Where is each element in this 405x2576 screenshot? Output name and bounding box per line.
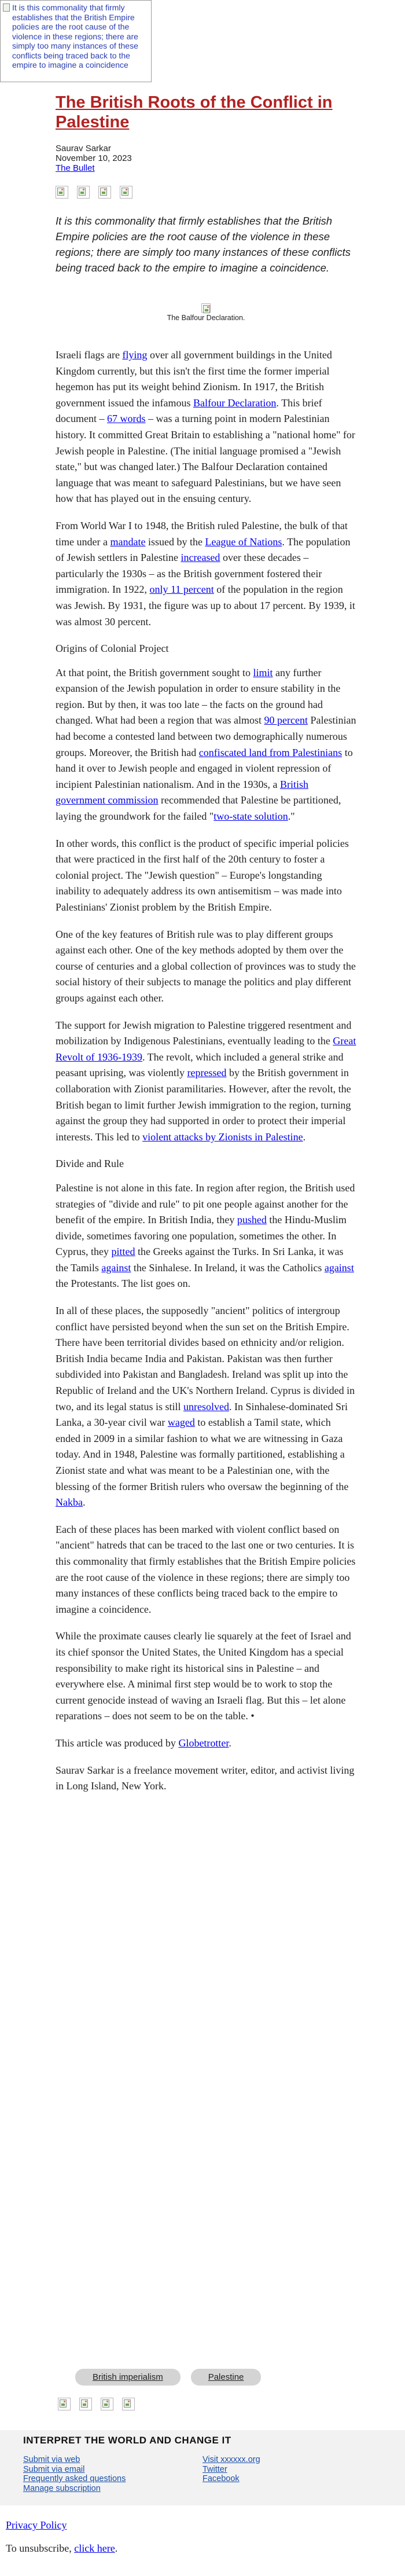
broken-image-icon (203, 305, 210, 313)
paragraph-3 (56, 665, 356, 825)
tag-list (75, 2369, 261, 2386)
subheading-divide-and-rule: Divide and Rule (56, 1158, 124, 1170)
legal-links (6, 2518, 399, 2555)
link-balfour-declaration[interactable]: Balfour Declaration (193, 397, 277, 409)
link-great-revolt[interactable]: Great Revolt of 1936-1939 (56, 1035, 356, 1063)
text-run: of the population in the region was Jewish. By 1931, the figure was up to about 17 percent. By 1939, it was almost 30 percent. (56, 584, 355, 628)
link-against-catholics[interactable]: against (324, 1261, 354, 1274)
share-email-icon[interactable] (98, 186, 111, 199)
share-email-icon[interactable] (101, 2398, 113, 2410)
publish-date: November 10, 2023 (56, 153, 132, 163)
link-limit[interactable]: limit (253, 666, 273, 678)
text-run: This article was produced by (56, 1737, 179, 1749)
broken-image-icon (57, 188, 64, 196)
visit-site-link[interactable]: Visit xxxxxx.org (203, 2455, 260, 2464)
text-run: Palestine is not alone in this fate. In region after region, the British used strategies of "divide and rule" to pit one people against another for the benefit of the empire. In British India, they (56, 1181, 355, 1226)
subheading-origins: Origins of Colonial Project (56, 643, 169, 655)
link-pitted[interactable]: pitted (111, 1246, 135, 1258)
paragraph-6 (56, 1018, 356, 1146)
author-bio: Saurav Sarkar is a freelance movement writer, editor, and activist living in Long Island, New York. (56, 1764, 355, 1792)
figure-caption: The Balfour Declaration. (167, 314, 245, 322)
text-run: Palestinian had become a contested land between two demographically numerous groups. Moreover, the British had (56, 714, 356, 758)
article-meta (56, 144, 356, 173)
link-flying[interactable]: flying (122, 349, 148, 361)
paragraph-1 (56, 347, 356, 507)
text-run: . (303, 1131, 306, 1143)
link-violent-attacks[interactable]: violent attacks by Zionists in Palestine (142, 1131, 303, 1143)
text-run: – was a turning point in modern Palestinian history. It committed Great Britain to establishing a "national home" for Jewish people in Palestine. (The initial language promised a "Jewish state," but was changed later.) The Balfour Declaration contained language that was meant to safeguard Palestinians, but we have seen how that has played out in the ensuing century. (56, 413, 355, 505)
text-run: the Protestants. The list goes on. (56, 1278, 191, 1290)
link-90-percent[interactable]: 90 percent (264, 714, 308, 726)
article-lede: It is this commonality that firmly establishes that the British Empire policies are the root cause of the violence in these regions; there are simply too many instances of these conflicts being traced back to the empire to imagine a coincidence. (56, 215, 351, 274)
text-run: to hand it over to Jewish people and engaged in violent repression of incipient Palestinian nationalism. And in the 1930s, a (56, 746, 353, 790)
manage-subscription-link[interactable]: Manage subscription (23, 2483, 101, 2493)
share-twitter-icon[interactable] (79, 2398, 92, 2410)
broken-image-icon (102, 2399, 109, 2408)
paragraph-2 (56, 518, 356, 630)
link-only-11-percent[interactable]: only 11 percent (149, 584, 214, 596)
share-icons-top (56, 186, 356, 199)
paragraph-11 (56, 1735, 356, 1752)
text-run: The support for Jewish migration to Palestine triggered resentment and mobilization by Indigenous Palestinians, eventually leading to the (56, 1019, 352, 1047)
share-twitter-icon[interactable] (77, 186, 90, 199)
twitter-link[interactable]: Twitter (203, 2464, 227, 2474)
text-run: the Hindu-Muslim divide, sometimes favoring one population, sometimes the other. In Cyprus, they (56, 1214, 347, 1258)
broken-image-icon (122, 188, 128, 196)
unsubscribe-line (6, 2541, 399, 2555)
figure-image (201, 303, 211, 313)
publication-link[interactable]: The Bullet (56, 163, 95, 173)
facebook-link[interactable]: Facebook (203, 2474, 240, 2483)
text-run: Israeli flags are (56, 349, 123, 361)
link-increased[interactable]: increased (181, 552, 220, 564)
text-run: . (82, 1496, 86, 1509)
text-run: From World War I to 1948, the British ruled Palestine, the bulk of that time under a (56, 519, 348, 548)
broken-image-icon (79, 188, 86, 196)
link-waged[interactable]: waged (167, 1417, 195, 1429)
link-mandate[interactable]: mandate (110, 535, 146, 548)
text-run: . In Sinhalese-dominated Sri Lanka, a 30-year civil war (56, 1400, 348, 1429)
tag-british-imperialism[interactable]: British imperialism (75, 2369, 181, 2386)
text-run: . The revolt, which included a general strike and peasant uprising, was violently (56, 1051, 344, 1079)
link-two-state-solution[interactable]: two-state solution (213, 810, 288, 823)
paragraph-7 (56, 1180, 356, 1292)
author-name: Saurav Sarkar (56, 144, 111, 153)
paragraph-4: In other words, this conflict is the product of specific imperial policies that were practiced in the first half of the 20th century to foster a colonial project. The "Jewish question" – Europe's longstanding inability to adequately address its own antisemitism – was made into Palestinians' Zionist problem by the British Empire. (56, 837, 349, 913)
share-print-icon[interactable] (122, 2398, 135, 2410)
text-run: the Sinhalese. In Ireland, it was the Catholics (131, 1261, 325, 1274)
tag-palestine[interactable]: Palestine (191, 2369, 262, 2386)
share-print-icon[interactable] (120, 186, 132, 199)
paragraph-8 (56, 1303, 356, 1511)
link-repressed[interactable]: repressed (187, 1067, 227, 1079)
text-run: In all of these places, the supposedly "ancient" politics of intergroup conflict have persisted beyond when the sun set on the British Empire. There have been territorial divides based on ethnicity and/or religion. British India became India and Pakistan. Pakistan was then further subdivided into Pakistan and Bangladesh. Ireland was split up into the Republic of Ireland and the UK's Northern Ireland. Cyprus is divided in two, and its legal status is still (56, 1305, 355, 1412)
share-facebook-icon[interactable] (56, 186, 68, 199)
broken-image-icon (60, 2399, 67, 2408)
footer-links-right (203, 2455, 260, 2484)
link-confiscated-land[interactable]: confiscated land from Palestinians (198, 746, 343, 758)
link-government-commission[interactable]: British government commission (56, 778, 308, 806)
link-against-tamils[interactable]: against (101, 1261, 131, 1274)
preview-image-alt (0, 0, 152, 82)
text-run: ." (288, 810, 295, 823)
text-run: . (229, 1737, 231, 1749)
newsletter-footer (0, 2430, 405, 2505)
text-run: the Greeks against the Turks. In Sri Lanka, it was the Tamils (56, 1246, 344, 1274)
unsubscribe-link[interactable]: click here (74, 2542, 115, 2554)
unsubscribe-text: To unsubscribe, (6, 2542, 75, 2554)
text-run: over all government buildings in the United Kingdom currently, but this isn't the first time the former imperial hegemon has put its weight behind Zionism. In 1917, the British government issued the infamous (56, 349, 332, 409)
broken-image-icon (100, 188, 107, 196)
unsubscribe-end: . (115, 2542, 118, 2554)
article-figure (56, 303, 356, 322)
footer-heading: INTERPRET THE WORLD AND CHANGE IT (23, 2435, 231, 2446)
link-unresolved[interactable]: unresolved (183, 1400, 229, 1412)
broken-image-icon (81, 2399, 88, 2408)
submit-via-email-link[interactable]: Submit via email (23, 2464, 85, 2474)
text-run: any further expansion of the Jewish population in order to ensure stability in the region. But by then, it was too late – the facts on the ground had changed. What had been a region that was almost (56, 666, 341, 726)
text-run: to establish a Tamil state, which ended in 2009 in a similar fashion to what we are witnessing in Gaza today. And in 1948, Palestine was formally partitioned, establishing a Zionist state and what was meant to be a Palestinian one, with the blessing of the former British rulers who oversaw the beginning of the (56, 1417, 349, 1492)
text-run: At that point, the British government sought to (56, 666, 253, 678)
text-run: recommended that Palestine be partitioned, laying the groundwork for the failed " (56, 794, 341, 823)
footer-links-left (23, 2455, 126, 2493)
link-67-words[interactable]: 67 words (106, 413, 146, 425)
text-run: . The population of Jewish settlers in Palestine (56, 535, 351, 564)
submit-via-web-link[interactable]: Submit via web (23, 2455, 80, 2464)
link-globetrotter[interactable]: Globetrotter (178, 1737, 229, 1749)
link-pushed[interactable]: pushed (237, 1214, 267, 1226)
link-nakba[interactable]: Nakba (56, 1496, 83, 1509)
text-run: by the British government in collaboration with Zionist paramilitaries. However, after the revolt, the British began to limit further Jewish immigration to the region, turning against the group they had supported in order to protect their imperial interests. This led to (56, 1067, 351, 1143)
privacy-policy-link[interactable]: Privacy Policy (6, 2519, 67, 2531)
text-run: issued by the (145, 535, 205, 548)
text-run: . This brief document – (56, 397, 322, 425)
broken-image-icon (124, 2399, 131, 2408)
faq-link[interactable]: Frequently asked questions (23, 2474, 126, 2483)
paragraph-10: While the proximate causes clearly lie squarely at the feet of Israel and its chief sponsor the United States, the United Kingdom has a special responsibility to make right its historical sins in Palestine – and everywhere else. A minimal first step would be to work to stop the current genocide instead of waving an Israeli flag. But this – let alone reparations – does not seem to be on the table. • (56, 1630, 351, 1722)
article-body (56, 347, 356, 1806)
share-icons-bottom (58, 2398, 135, 2410)
broken-image-icon (3, 3, 10, 12)
paragraph-5: One of the key features of British rule was to play different groups against each other. One of the key methods adopted by them over the course of centuries and a global collection of provinces was to study the social history of their subjects to manage the politics and play different groups against each other. (56, 928, 356, 1004)
paragraph-9: Each of these places has been marked with violent conflict based on "ancient" hatreds that can be traced to the last one or two centuries. It is this commonality that firmly establishes that the British Empire policies are the root cause of the violence in these regions; there are simply too many instances of these conflicts being traced back to the empire to imagine a coincidence. (56, 1523, 356, 1615)
share-facebook-icon[interactable] (58, 2398, 71, 2410)
preview-alt-text: It is this commonality that firmly establishes that the British Empire policies are the root cause of the violence in these regions; there are simply too many instances of these conflicts being traced back to the empire to imagine a coincidence (12, 3, 138, 69)
article-title[interactable]: The British Roots of the Conflict in Palestine (56, 93, 333, 131)
link-league-of-nations[interactable]: League of Nations (205, 535, 282, 548)
article-header (56, 93, 356, 199)
text-run: over these decades – particularly the 1930s – as the British government fostered their immigration. In 1922, (56, 552, 322, 596)
